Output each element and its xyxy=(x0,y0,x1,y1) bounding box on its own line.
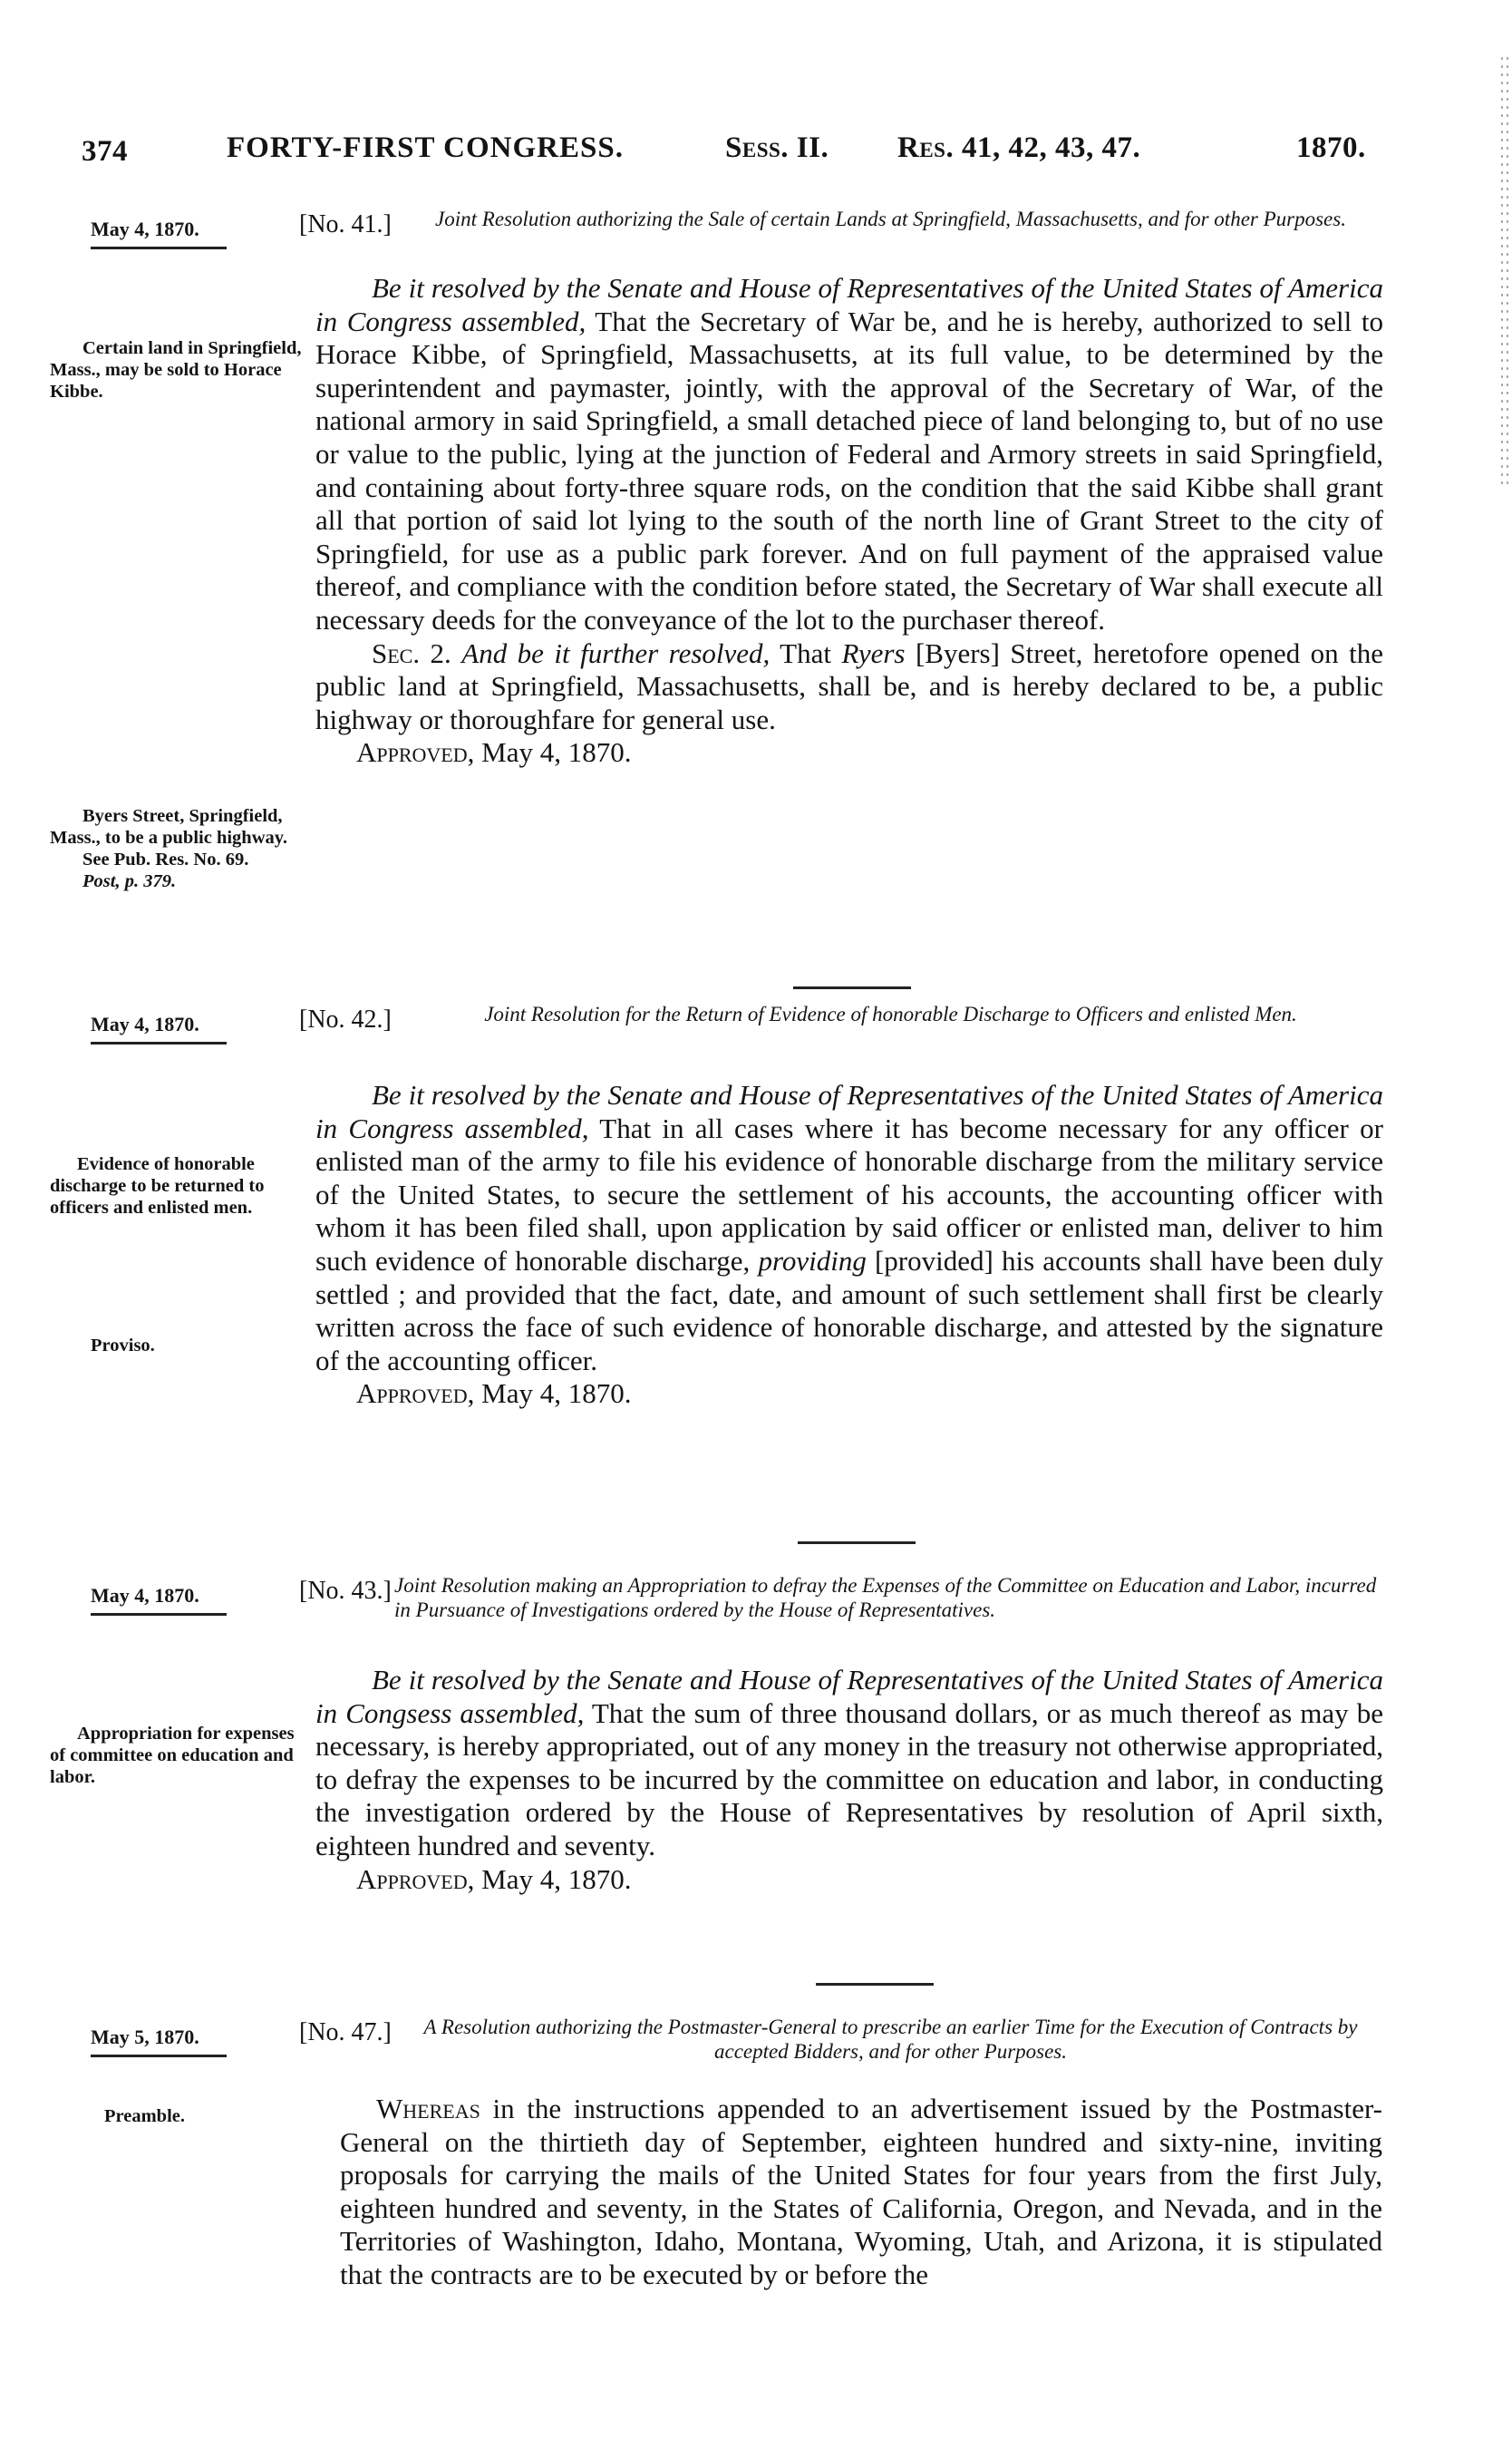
section-enacting-clause: And be it further resolved, xyxy=(461,636,771,669)
margin-note-proviso: Proviso. xyxy=(91,1336,155,1356)
approval-date: May 4, 1870. xyxy=(474,736,632,769)
resolution-date: May 4, 1870. xyxy=(91,1013,227,1045)
resolution-41-body xyxy=(315,272,1383,770)
resolution-range: Res. 41, 42, 43, 47. xyxy=(897,131,1141,164)
approval-line: Approved, May 4, 1870. xyxy=(356,736,632,769)
approval-date: May 4, 1870. xyxy=(474,1862,632,1895)
enacting-clause: Be it resolved by the Senate and House of Representatives of the United States of America in Congress assembled, xyxy=(315,1079,1383,1144)
body-text: That the Secretary of War be, and he is hereby, authorized to sell to Horace Kibbe, of Springfield, Massachusetts, at its full value, to be determined by the superintendent and paymaster, jointly, with the approval of the Secretary of War, of the national armory in said Springfield, a small detached piece of land belonging to, but of no use or value to the public, lying at the junction of Federal and Armory streets in said Springfield, and containing about forty-three square rods, on the condition that the said Kibbe shall grant all that portion of said lot lying to the south of the north line of Grant Street to the city of Springfield, for use as a public park forever. And on full payment of the appraised value thereof, and compliance with the condition before stated, the Secretary of War shall execute all necessary deeds for the conveyance of the lot to the purchaser thereof. xyxy=(315,305,1383,636)
header-year: 1870. xyxy=(1296,131,1366,164)
enacting-paragraph xyxy=(315,272,1383,637)
resolution-number: [No. 41.] xyxy=(299,210,392,238)
session-label: Sess. II. xyxy=(725,131,829,164)
preamble-paragraph xyxy=(340,2093,1382,2292)
section-2-paragraph: Sec. 2. And be it further resolved, That Ryers [Byers] Street, heretofore opened on the public land at Springfield, Massachusetts, shall be, and is hereby declared to be, a public highway or thoroughfare for general use. xyxy=(315,636,1384,735)
approval-line: Approved, May 4, 1870. xyxy=(356,1862,632,1895)
resolution-number: [No. 42.] xyxy=(299,1006,392,1034)
resolution-date: May 4, 1870. xyxy=(91,1584,227,1616)
body-text: That in all cases where it has become necessary for any officer or enlisted man of the army to file his evidence of honorable discharge from the military service of the United States, to secure the settlement of his accounts, the accounting officer with whom it has been filed shall, upon application by said officer or enlisted man, deliver to him such evidence of honorable discharge, xyxy=(315,1112,1383,1277)
body-text: [Byers] Street, heretofore opened on the public land at Springfield, Massachusetts, shall be, and is hereby declared to be, a public highway or thoroughfare for general use. xyxy=(315,636,1384,735)
resolution-42-body xyxy=(315,1079,1383,1411)
misspelled-name: Ryers xyxy=(841,636,906,669)
body-text: in the instructions appended to an advertisement issued by the Postmaster-General on the thirtieth day of September, eighteen hundred and sixty-nine, inviting proposals for carrying the mails of the United States for four years from the first July, eighteen hundred and seventy, in the States of California, Oregon, and Nevada, and in the Territories of Washington, Idaho, Montana, Wyoming, Utah, and Arizona, it is stipulated that the contracts are to be executed by or before the xyxy=(340,2093,1382,2290)
resolution-43-body xyxy=(315,1664,1383,1896)
congress-title: FORTY-FIRST CONGRESS. xyxy=(227,131,624,164)
resolution-number: [No. 43.] xyxy=(299,1577,392,1605)
resolution-number: [No. 47.] xyxy=(299,2018,392,2046)
section-divider xyxy=(793,986,911,989)
resolution-date: May 4, 1870. xyxy=(91,218,227,249)
resolution-title: Joint Resolution for the Return of Evidence of honorable Discharge to Officers and enlisted Men. xyxy=(484,1003,1297,1025)
enacting-paragraph: Be it resolved by the Senate and House of Representatives of the United States of America in Congress assembled, That in all cases where it has become necessary for any officer or enlisted man of the army to file his evidence of honorable discharge from the military service of the United States, to secure the settlement of his accounts, the accounting officer with whom it has been filed shall, upon application by said officer or enlisted man, deliver to him such evidence of honorable discharge, providing [provided] his accounts shall have been duly settled ; and provided that the fact, date, and amount of such settlement shall first be clearly written across the face of such evidence of honorable discharge, and attested by the signature of the accounting officer. xyxy=(315,1079,1384,1376)
approval-line: Approved, May 4, 1870. xyxy=(356,1377,632,1410)
section-divider xyxy=(798,1541,916,1544)
resolution-47-body xyxy=(340,2093,1382,2292)
approval-date: May 4, 1870. xyxy=(474,1377,632,1410)
resolution-title: Joint Resolution authorizing the Sale of certain Lands at Springfield, Massachusetts, and for other Purposes. xyxy=(435,208,1346,230)
scan-speckle xyxy=(1499,54,1510,490)
margin-note-byers-street: Byers Street, Springfield, Mass., to be a public highway. See Pub. Res. No. 69. Post, p. 379. xyxy=(50,806,287,891)
margin-note-preamble: Preamble. xyxy=(104,2106,185,2126)
resolution-title: Joint Resolution making an Appropriation to defray the Expenses of the Committee on Education and Labor, incurred in Pursuance of Investigations ordered by the House of Representatives. xyxy=(394,1574,1377,1621)
margin-note-appropriation: Appropriation for expenses of committee on education and labor. xyxy=(50,1724,295,1787)
section-label: Sec. 2. xyxy=(372,636,451,669)
whereas-label: Whereas xyxy=(376,2093,480,2124)
enacting-clause: Be it resolved by the Senate and House of Representatives of the United States of America in Congsess assembled, xyxy=(315,1664,1383,1729)
enacting-paragraph xyxy=(315,1664,1383,1863)
resolution-title: A Resolution authorizing the Postmaster-General to prescribe an earlier Time for the Execution of Contracts by accepted Bidders, and for other Purposes. xyxy=(423,2016,1358,2063)
margin-note-land-sale: Certain land in Springfield, Mass., may be sold to Horace Kibbe. xyxy=(50,338,302,402)
page-number: 374 xyxy=(82,135,128,168)
enacting-clause: Be it resolved by the Senate and House of Representatives of the United States of America in Congress assembled, xyxy=(315,272,1383,337)
section-divider xyxy=(816,1983,934,1986)
margin-note-discharge: Evidence of honorable discharge to be returned to officers and enlisted men. xyxy=(50,1154,265,1218)
resolution-date: May 5, 1870. xyxy=(91,2026,227,2057)
body-text: That the sum of three thousand dollars, or as much thereof as may be necessary, is hereby appropriated, out of any money in the treasury not otherwise appropriated, to defray the expenses to be incurred by the committee on education and labor, in conducting the investigation ordered by the House of Representatives by resolution of April sixth, eighteen hundred and seventy. xyxy=(315,1696,1383,1861)
